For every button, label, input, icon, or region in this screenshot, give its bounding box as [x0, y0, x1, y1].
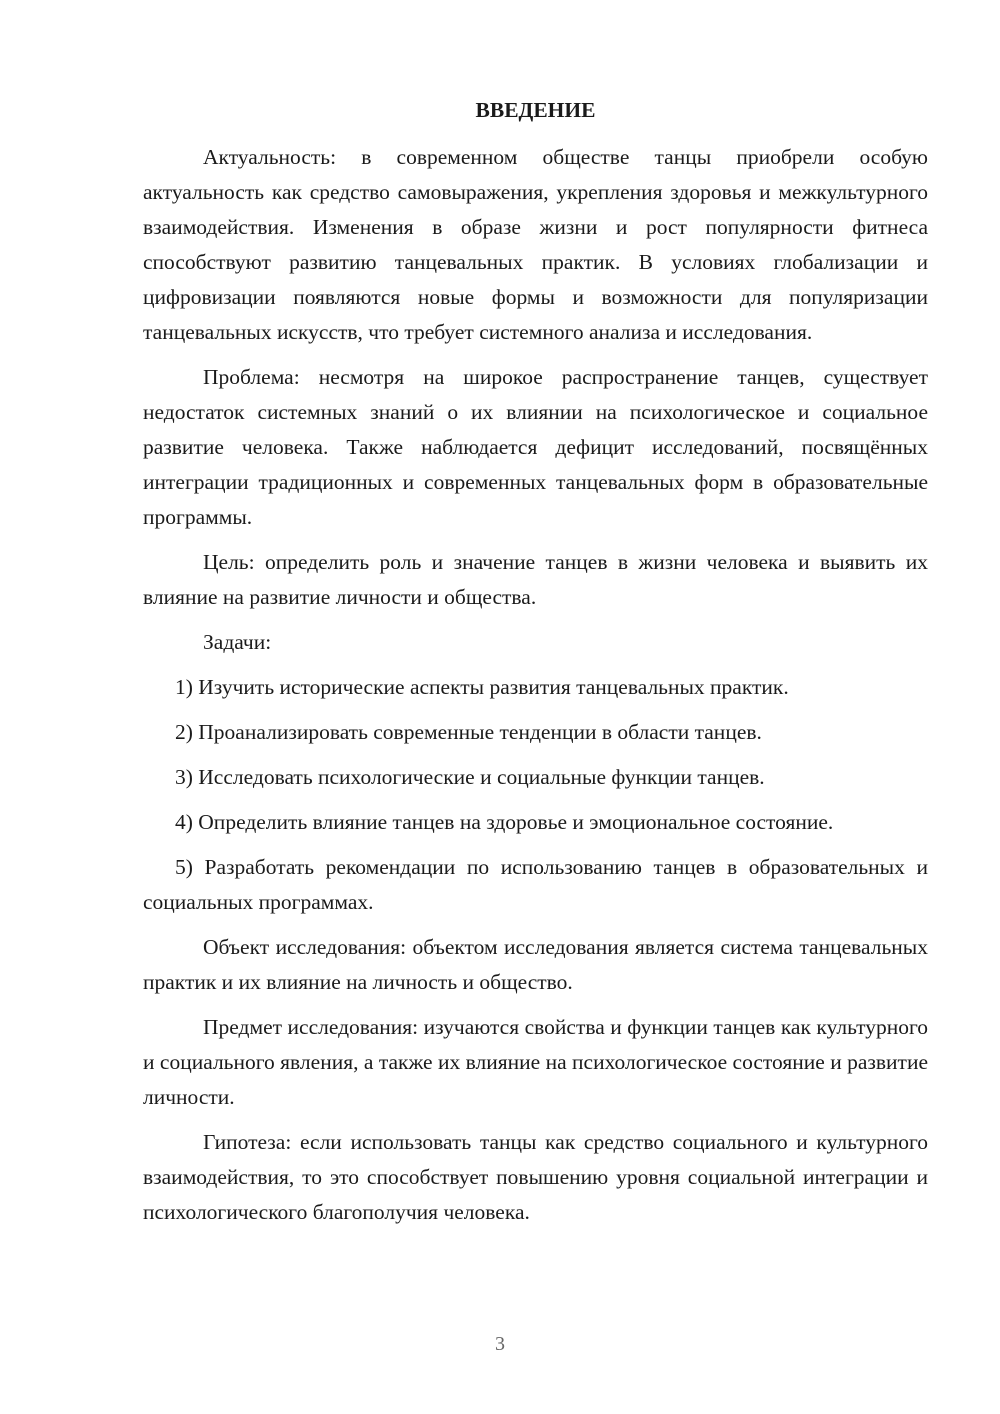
document-page — [143, 93, 928, 1240]
relevance-paragraph: Актуальность: в современном обществе танцы приобрели особую актуальность как средство самовыражения, укрепления здоровья и межкультурного взаимодействия. Изменения в образе жизни и рост популярности фитнеса способствуют развитию танцевальных практик. В условиях глобализации и цифровизации появляются новые формы и возможности для популяризации танцевальных искусств, что требует системного анализа и исследования. — [143, 145, 928, 344]
task-item-1: 1) Изучить исторические аспекты развития танцевальных практик. — [175, 675, 789, 699]
section-title: ВВЕДЕНИЕ — [475, 98, 596, 122]
task-item-3: 3) Исследовать психологические и социальные функции танцев. — [175, 765, 765, 789]
page-number: 3 — [495, 1333, 505, 1355]
problem-paragraph: Проблема: несмотря на широкое распространение танцев, существует недостаток системных знаний о их влиянии на психологическое и социальное развитие человека. Также наблюдается дефицит исследований, посвящённых интеграции традиционных и современных танцевальных форм в образовательные программы. — [143, 365, 928, 529]
tasks-heading: Задачи: — [203, 630, 272, 654]
task-item-5: 5) Разработать рекомендации по использованию танцев в образовательных и социальных программах. — [143, 855, 928, 914]
subject-paragraph: Предмет исследования: изучаются свойства и функции танцев как культурного и социального явления, а также их влияние на психологическое состояние и развитие личности. — [143, 1015, 928, 1109]
task-item-4: 4) Определить влияние танцев на здоровье и эмоциональное состояние. — [175, 810, 834, 834]
task-item-2: 2) Проанализировать современные тенденции в области танцев. — [175, 720, 762, 744]
object-paragraph: Объект исследования: объектом исследования является система танцевальных практик и их влияние на личность и общество. — [143, 935, 928, 994]
hypothesis-paragraph: Гипотеза: если использовать танцы как средство социального и культурного взаимодействия, то это способствует повышению уровня социальной интеграции и психологического благополучия человека. — [143, 1130, 928, 1224]
goal-paragraph: Цель: определить роль и значение танцев в жизни человека и выявить их влияние на развитие личности и общества. — [143, 550, 928, 609]
